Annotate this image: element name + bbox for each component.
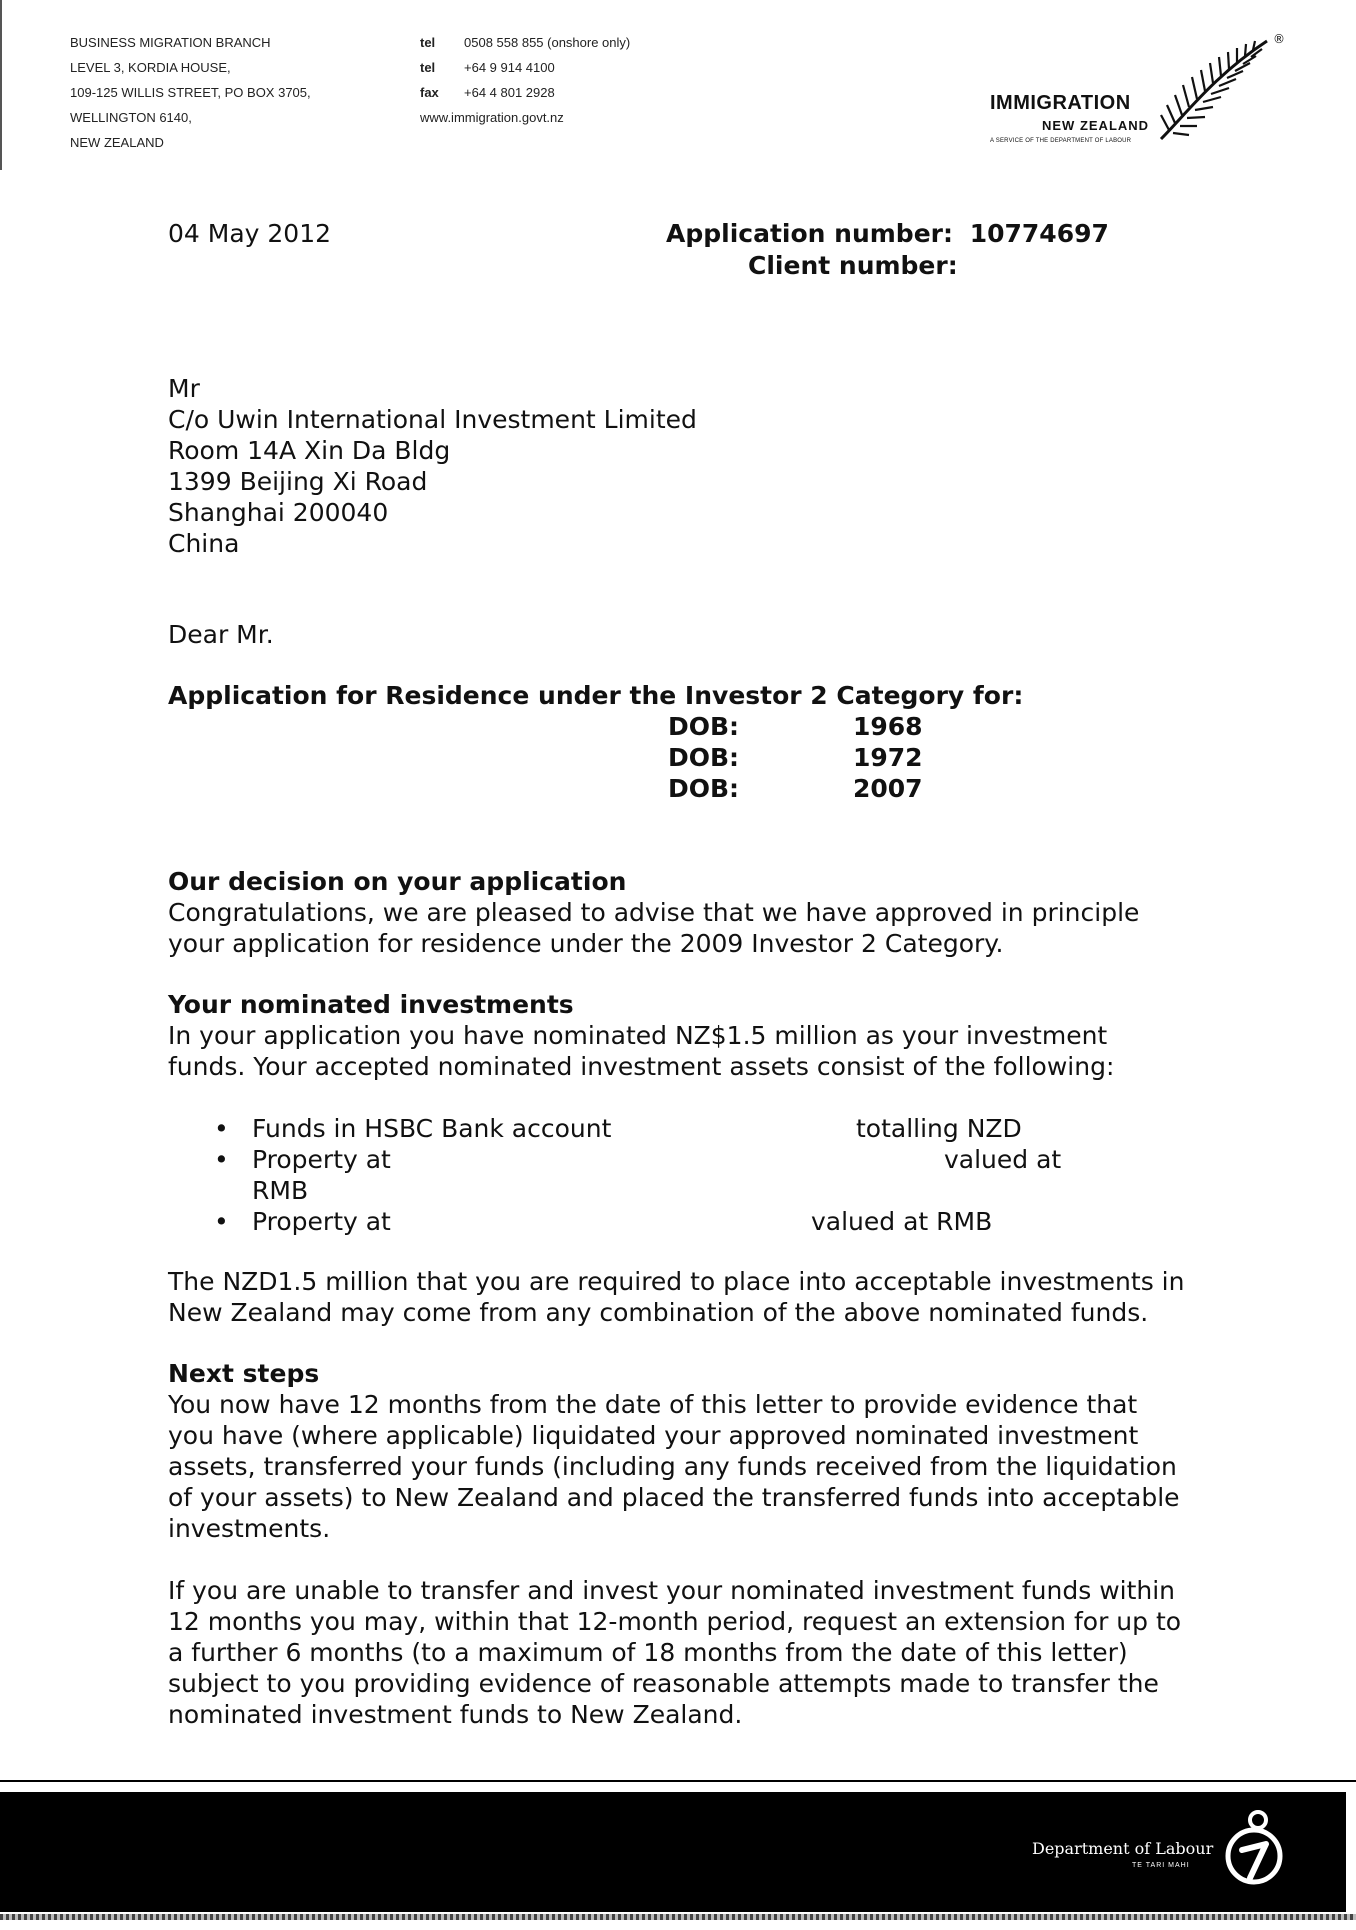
recipient-line: 1399 Beijing Xi Road: [168, 467, 428, 496]
recipient-line: Mr: [168, 374, 200, 403]
paragraph-line: assets, transferred your funds (including any funds received from the liquidation: [168, 1452, 1177, 1481]
sender-address: [70, 30, 311, 155]
bullet-icon: •: [214, 1145, 229, 1174]
dob-row: [668, 742, 923, 773]
paragraph-line: 12 months you may, within that 12-month period, request an extension for up to: [168, 1607, 1182, 1636]
extension-paragraph: [168, 1575, 1181, 1730]
silver-fern-icon: [1155, 35, 1275, 145]
footer-tagline: TE TARI MAHI: [1132, 1862, 1190, 1869]
bullet-icon: •: [214, 1114, 229, 1143]
investment-text: Property at: [252, 1207, 391, 1236]
contact-label: tel: [420, 35, 436, 50]
paragraph-line: subject to you providing evidence of reasonable attempts made to transfer the: [168, 1669, 1159, 1698]
paragraph-line: of your assets) to New Zealand and placed the transferred funds into acceptable: [168, 1483, 1180, 1512]
paragraph-line: a further 6 months (to a maximum of 18 months from the date of this letter): [168, 1638, 1128, 1667]
investment-continuation: RMB: [252, 1176, 309, 1205]
address-line: NEW ZEALAND: [70, 135, 164, 150]
recipient-line: Shanghai 200040: [168, 498, 389, 527]
decision-section: [168, 866, 1139, 959]
investment-item: [168, 1206, 1168, 1237]
bottom-scan-edge: [0, 1914, 1356, 1920]
dob-row: [668, 711, 923, 742]
dob-value: 1968: [853, 712, 923, 741]
address-line: LEVEL 3, KORDIA HOUSE,: [70, 60, 231, 75]
dob-value: 1972: [853, 743, 923, 772]
paragraph-line: The NZD1.5 million that you are required to place into acceptable investments in: [168, 1267, 1185, 1296]
application-number-label: Application number:: [666, 219, 953, 248]
letter-date: 04 May 2012: [168, 219, 332, 248]
bullet-icon: •: [214, 1207, 229, 1236]
contact-label: tel: [420, 60, 436, 75]
logo-subtitle: NEW ZEALAND: [1042, 118, 1150, 133]
application-number-value: 10774697: [969, 219, 1109, 248]
section-heading: Next steps: [168, 1359, 320, 1388]
footer-rule: [0, 1780, 1356, 1782]
paragraph-line: You now have 12 months from the date of this letter to provide evidence that: [168, 1390, 1138, 1419]
department-of-labour-logo-icon: [1222, 1810, 1286, 1890]
contact-label: fax: [420, 85, 439, 100]
registered-mark: ®: [1273, 32, 1285, 46]
investment-value: valued at: [944, 1145, 1062, 1174]
logo-tagline: A SERVICE OF THE DEPARTMENT OF LABOUR: [990, 138, 1132, 144]
contact-block: [420, 30, 630, 130]
recipient-line: C/o Uwin International Investment Limited: [168, 405, 697, 434]
application-number-row: [666, 218, 1109, 249]
contact-row: [420, 30, 630, 55]
contact-row: [420, 80, 630, 105]
dob-value: 2007: [853, 774, 923, 803]
website-link[interactable]: www.immigration.govt.nz: [420, 110, 564, 125]
contact-row: [420, 55, 630, 80]
paragraph-line: In your application you have nominated NZ$1.5 million as your investment: [168, 1021, 1108, 1050]
investment-item: [168, 1113, 1168, 1144]
address-line: WELLINGTON 6140,: [70, 110, 192, 125]
investment-value: valued at RMB: [811, 1207, 993, 1236]
section-heading: Our decision on your application: [168, 867, 627, 896]
contact-value: +64 9 914 4100: [464, 60, 555, 75]
paragraph-line: nominated investment funds to New Zealand.: [168, 1700, 743, 1729]
paragraph-line: New Zealand may come from any combination of the above nominated funds.: [168, 1298, 1149, 1327]
recipient-address: [168, 373, 697, 559]
investment-summary: [168, 1266, 1184, 1328]
address-line: BUSINESS MIGRATION BRANCH: [70, 35, 271, 50]
recipient-line: Room 14A Xin Da Bldg: [168, 436, 451, 465]
paragraph-line: funds. Your accepted nominated investment assets consist of the following:: [168, 1052, 1115, 1081]
investment-text: Property at: [252, 1145, 391, 1174]
subject-line: Application for Residence under the Investor 2 Category for:: [168, 681, 1024, 710]
footer-bar: [0, 1792, 1346, 1912]
investment-value: totalling NZD: [856, 1114, 1022, 1143]
contact-value: 0508 558 855 (onshore only): [464, 35, 631, 50]
client-number-label: Client number:: [748, 251, 958, 280]
section-heading: Your nominated investments: [168, 990, 574, 1019]
next-steps-section: [168, 1358, 1180, 1544]
paragraph-line: you have (where applicable) liquidated your approved nominated investment: [168, 1421, 1139, 1450]
investment-list: [168, 1113, 1168, 1237]
website-row: [420, 105, 630, 130]
paragraph-line: your application for residence under the 2009 Investor 2 Category.: [168, 929, 1004, 958]
address-line: 109-125 WILLIS STREET, PO BOX 3705,: [70, 85, 311, 100]
contact-value: +64 4 801 2928: [464, 85, 555, 100]
recipient-line: China: [168, 529, 240, 558]
investment-text: Funds in HSBC Bank account: [252, 1114, 612, 1143]
dob-row: [668, 773, 923, 804]
dob-block: [668, 711, 923, 804]
paragraph-line: If you are unable to transfer and invest your nominated investment funds within: [168, 1576, 1176, 1605]
footer-brand: Department of Labour: [1032, 1839, 1214, 1858]
immigration-logo: [990, 30, 1300, 150]
investments-section: [168, 989, 1228, 1082]
paragraph-line: Congratulations, we are pleased to advise that we have approved in principle: [168, 898, 1140, 927]
dob-label: DOB:: [668, 743, 740, 772]
logo-title: IMMIGRATION: [990, 92, 1131, 114]
dob-label: DOB:: [668, 712, 740, 741]
investment-item: [168, 1144, 1168, 1206]
dob-label: DOB:: [668, 774, 740, 803]
paragraph-line: investments.: [168, 1514, 331, 1543]
left-scan-edge: [0, 0, 2, 170]
salutation: Dear Mr.: [168, 620, 274, 649]
